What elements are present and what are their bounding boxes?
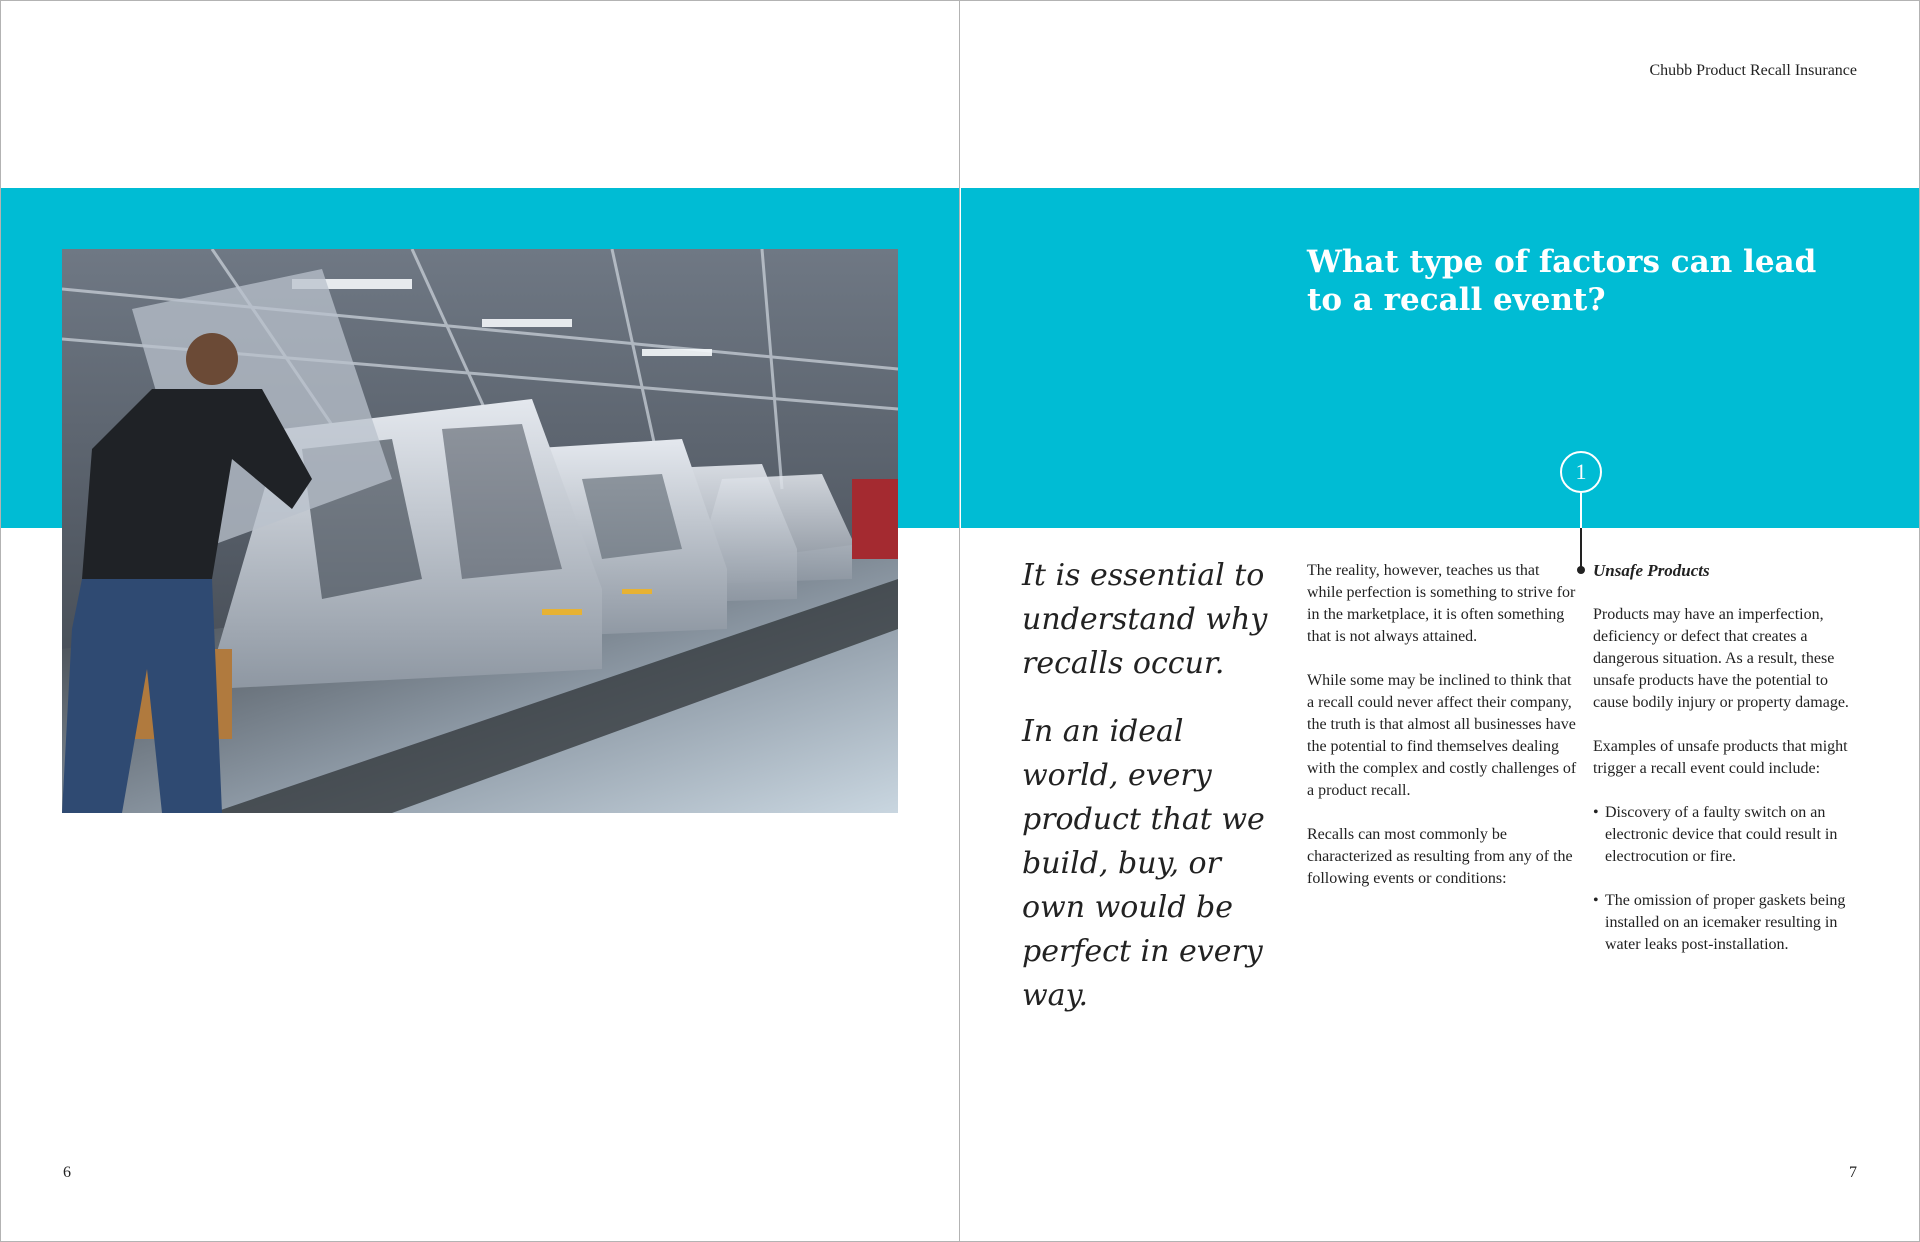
body-paragraph: Recalls can most commonly be characterized as resulting from any of the following events or conditions: bbox=[1307, 826, 1573, 887]
page-gutter bbox=[959, 0, 960, 1242]
marker-connector-white bbox=[1580, 493, 1582, 528]
body-column-1 bbox=[1307, 560, 1577, 912]
section-title: What type of factors can lead to a recall event? bbox=[1307, 244, 1817, 318]
marker-dot bbox=[1577, 566, 1585, 574]
section-number-marker: 1 bbox=[1560, 451, 1602, 493]
body-paragraph: Products may have an imperfection, deficiency or defect that creates a dangerous situation. As a result, these unsafe products have the potential to cause bodily injury or property damage. bbox=[1593, 606, 1849, 711]
marker-connector-dark bbox=[1580, 528, 1582, 569]
accent-band-right bbox=[961, 188, 1919, 528]
subsection-heading: Unsafe Products bbox=[1593, 561, 1710, 580]
list-item: • The omission of proper gaskets being installed on an icemaker resulting in water leaks post-installation. bbox=[1593, 890, 1863, 956]
pull-quote-line: In an ideal world, every product that we build, buy, or own would be perfect in every way. bbox=[1022, 714, 1265, 1013]
pull-quote bbox=[1022, 554, 1282, 1042]
car-assembly-line-photo bbox=[62, 249, 898, 813]
body-column-2 bbox=[1593, 560, 1863, 978]
body-paragraph: While some may be inclined to think that a recall could never affect their company, the truth is that almost all businesses have the potential to find themselves dealing with the complex and costly challenges of a product recall. bbox=[1307, 672, 1577, 799]
body-paragraph: The reality, however, teaches us that while perfection is something to strive for in the marketplace, it is often something that is not always attained. bbox=[1307, 562, 1576, 645]
pull-quote-line: It is essential to understand why recalls occur. bbox=[1022, 558, 1268, 681]
running-header: Chubb Product Recall Insurance bbox=[1649, 62, 1857, 79]
example-list bbox=[1593, 802, 1863, 956]
body-paragraph: Examples of unsafe products that might trigger a recall event could include: bbox=[1593, 738, 1848, 777]
list-item: • Discovery of a faulty switch on an electronic device that could result in electrocution or fire. bbox=[1593, 802, 1863, 868]
page-number-left: 6 bbox=[63, 1164, 71, 1181]
page-number-right: 7 bbox=[1849, 1164, 1857, 1181]
